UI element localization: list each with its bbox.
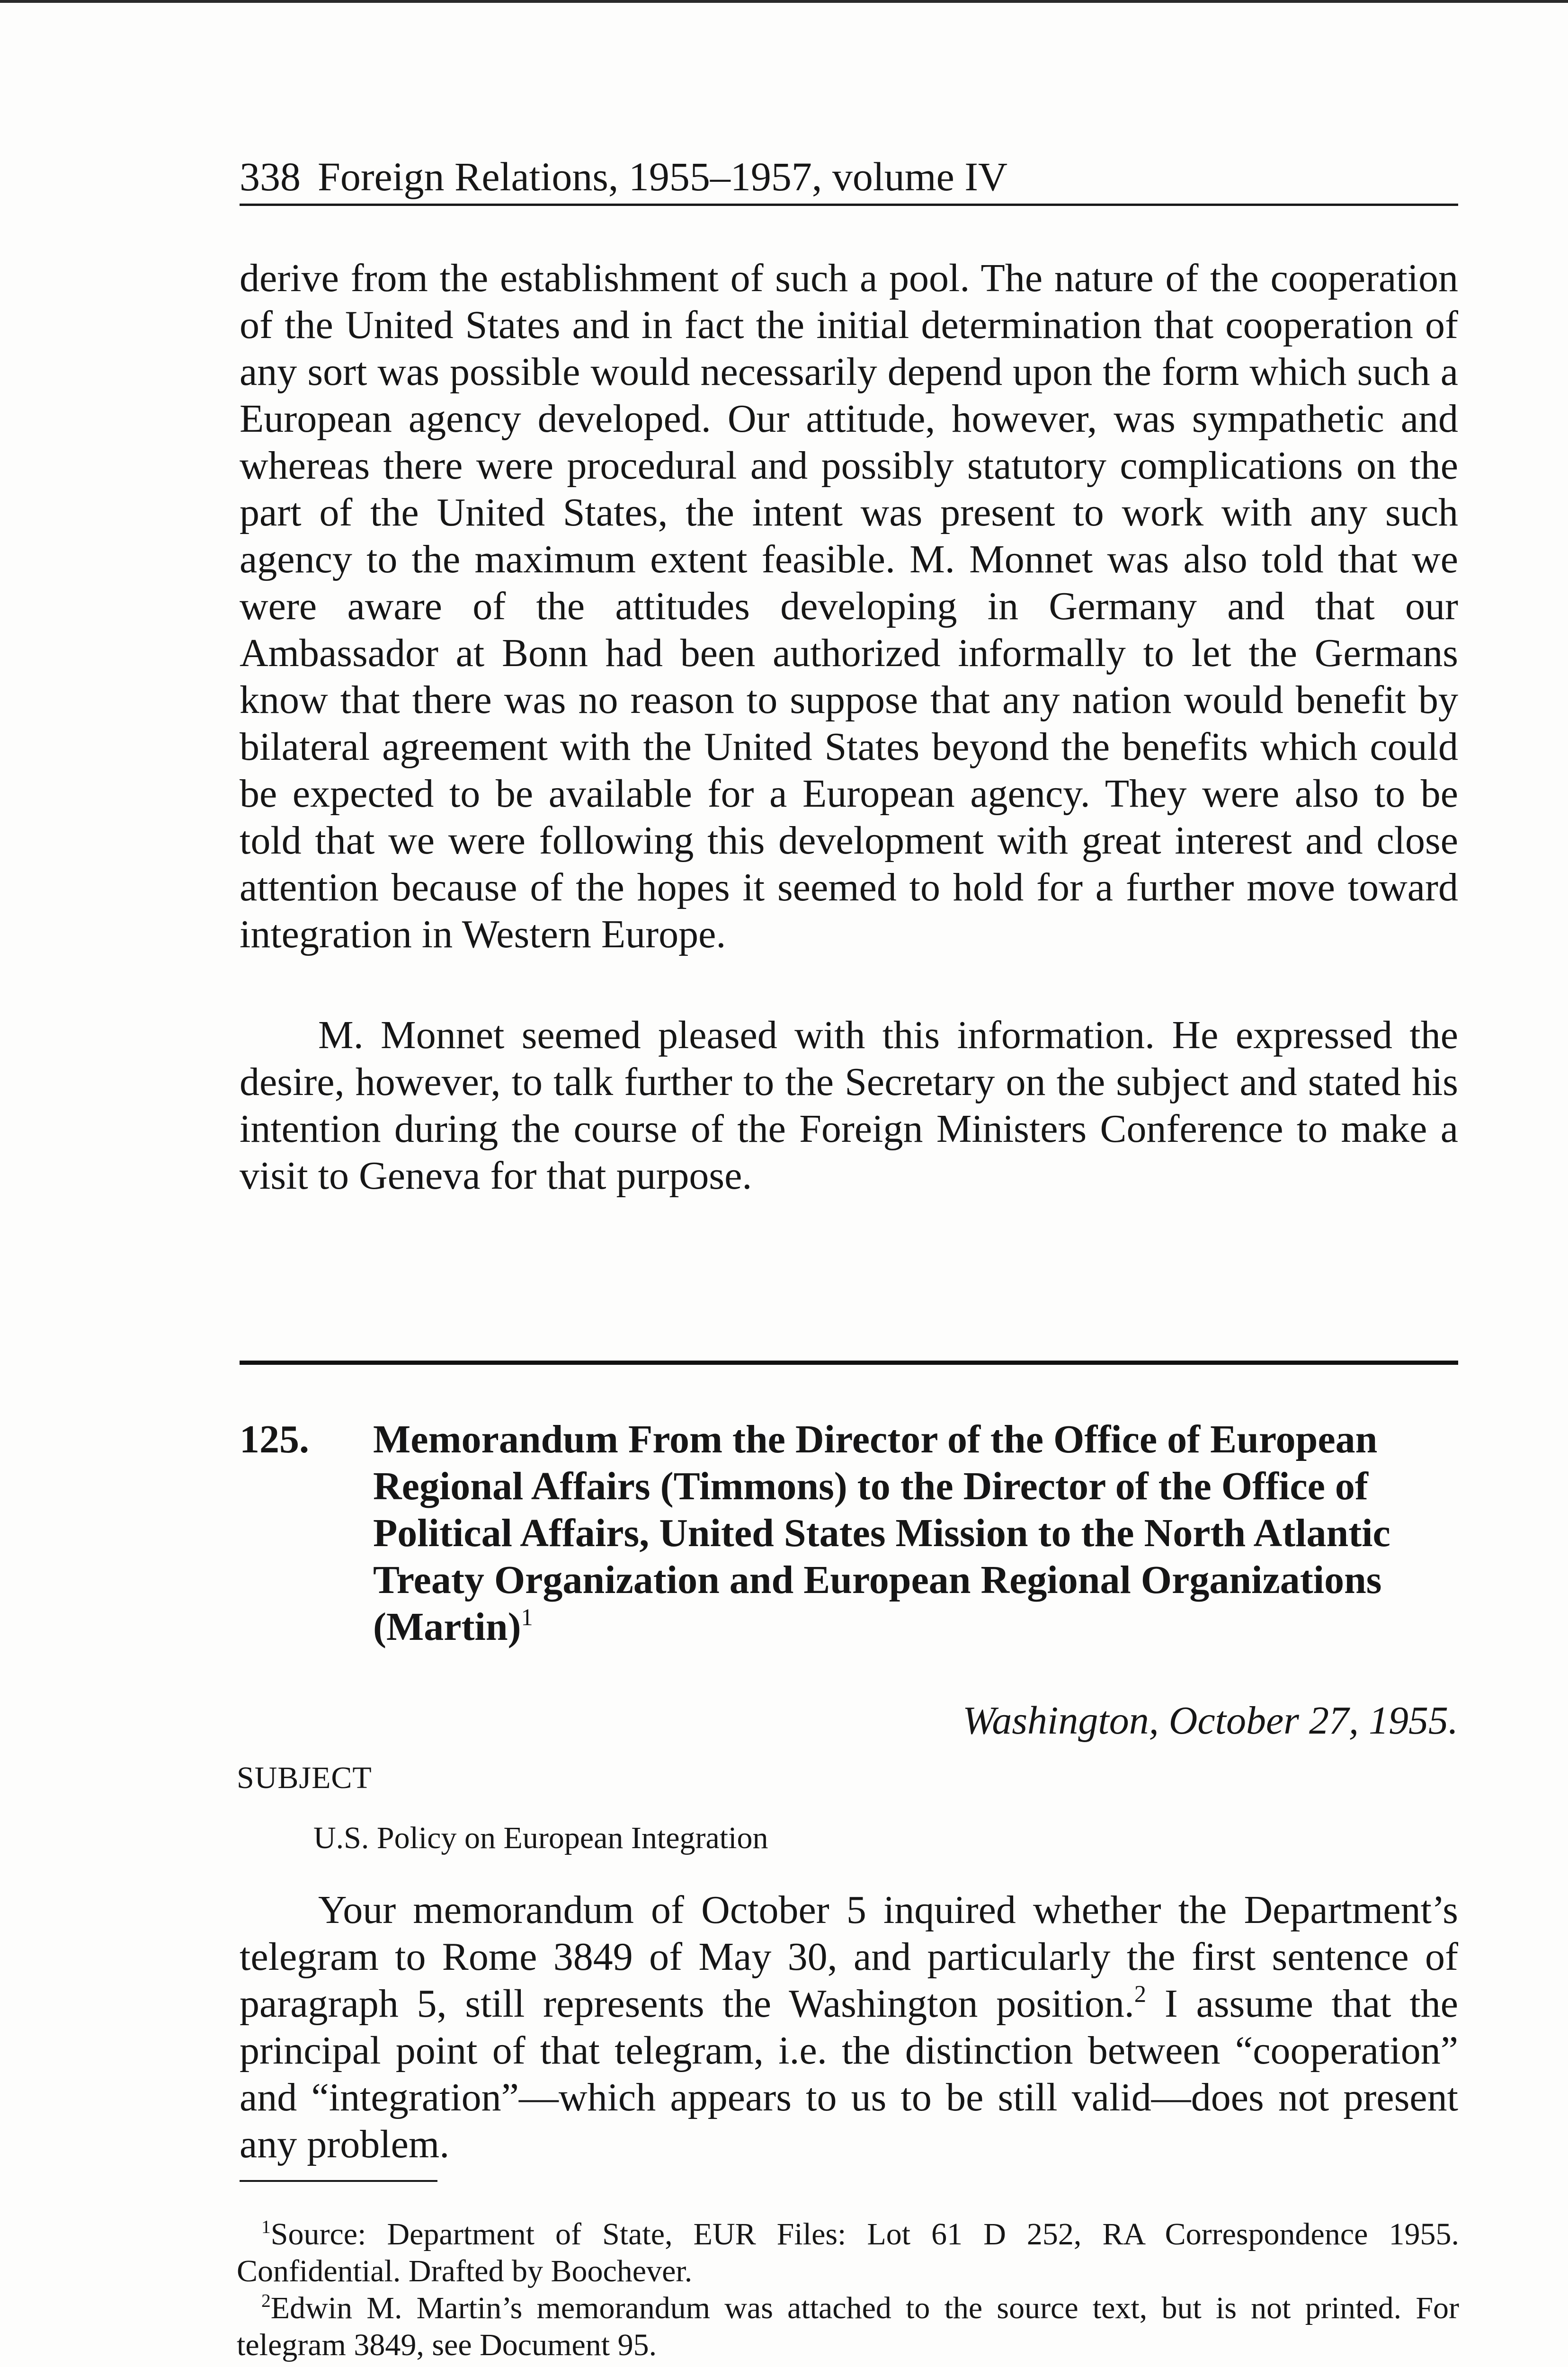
footnotes	[237, 2216, 1459, 2364]
footnote-text-1: Source: Department of State, EUR Files: Lot 61 D 252, RA Correspondence 1955. Confidential. Drafted by Boochever.	[237, 2217, 1459, 2288]
header-rule	[240, 204, 1458, 206]
dateline: Washington, October 27, 1955.	[962, 1699, 1458, 1743]
document-title-text: Memorandum From the Director of the Office of European Regional Affairs (Timmons) to the Director of the Office of Political Affairs, United States Mission to the North Atlantic Treaty Organization and European Regional Organizations (Martin)	[373, 1417, 1390, 1649]
memorandum-text-part-1: Your memorandum of October 5 inquired whether the Department’s telegram to Rome 3849 of May 30, and particularly the first sentence of paragraph 5, still represents the Washington position.	[240, 1888, 1458, 2026]
subject-label: SUBJECT	[237, 1761, 372, 1795]
body-paragraph-1: derive from the establishment of such a pool. The nature of the cooperation of the United States and in fact the initial determination that cooperation of any sort was possible would necessarily depend upon the form which such a European agency developed. Our attitude, however, was sympathetic and whereas there were procedural and possibly statutory complications on the part of the United States, the intent was present to work with any such agency to the maximum extent feasible. M. Monnet was also told that we were aware of the attitudes developing in Germany and that our Ambassador at Bonn had been authorized informally to let the Germans know that there was no reason to suppose that any nation would benefit by bilateral agreement with the United States beyond the benefits which could be expected to be available for a European agency. They were also to be told that we were following this development with great interest and close attention because of the hopes it seemed to hold for a further move toward integration in Western Europe.	[240, 256, 1458, 956]
memorandum-paragraph	[240, 1886, 1458, 2168]
scan-top-edge	[0, 0, 1568, 3]
memorandum-body	[240, 1886, 1458, 2168]
footnote-ref-2: 2	[1134, 1980, 1147, 2007]
memorandum-text-part-2: I assume that the principal point of that telegram, i.e. the distinction between “cooperation” and “integration”—which appears to us to be still valid—does not present any problem.	[240, 1982, 1458, 2166]
page-number: 338	[240, 154, 301, 199]
running-head	[240, 151, 1458, 203]
body-paragraph-2-block	[240, 1012, 1458, 1199]
footnote-text-2: Edwin M. Martin’s memorandum was attached to the source text, but is not printed. For telegram 3849, see Document 95.	[237, 2291, 1459, 2362]
section-divider	[240, 1361, 1458, 1365]
running-title: Foreign Relations, 1955–1957, volume IV	[318, 154, 1008, 199]
document-title	[373, 1416, 1458, 1650]
footnote-ref-1: 1	[521, 1603, 533, 1630]
footnote-1	[237, 2216, 1459, 2290]
body-paragraph-2: M. Monnet seemed pleased with this information. He expressed the desire, however, to talk further to the Secretary on the subject and stated his intention during the course of the Foreign Ministers Conference to make a visit to Geneva for that purpose.	[240, 1013, 1458, 1198]
footnote-marker-1: 1	[261, 2216, 271, 2237]
footnote-rule	[240, 2180, 437, 2182]
subject-text: U.S. Policy on European Integration	[313, 1821, 768, 1855]
document-number: 125.	[240, 1417, 309, 1461]
footnote-2	[237, 2290, 1459, 2364]
continuation-paragraph	[240, 255, 1458, 958]
footnote-marker-2: 2	[261, 2290, 271, 2311]
